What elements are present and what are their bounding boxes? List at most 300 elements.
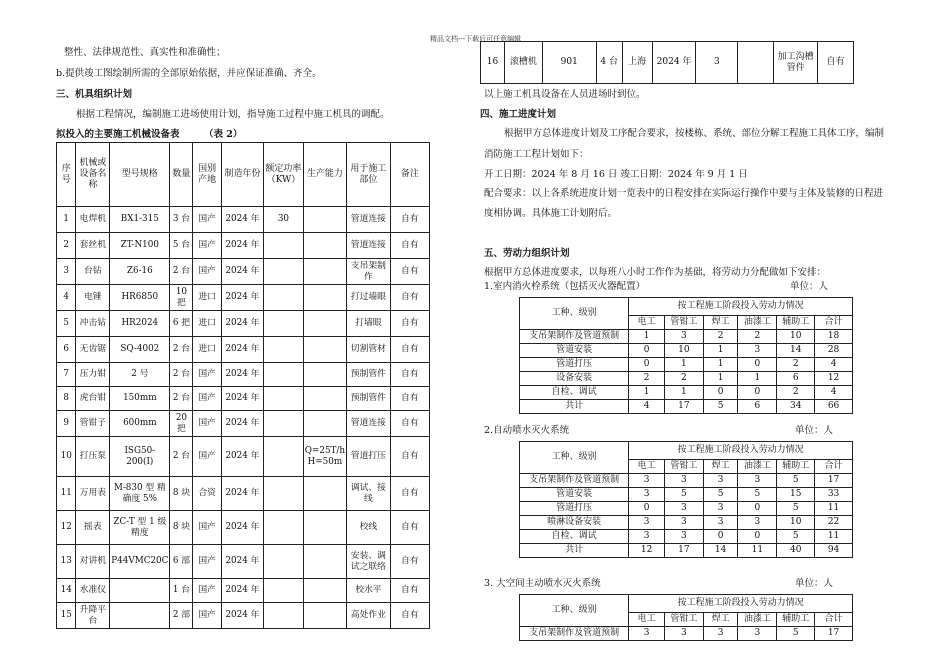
cell: 4 [57,285,76,311]
cell: 支吊架制作 [347,259,391,285]
left-line2: b.提供竣工图绘制所需的全部原始依据，并应保证准确、齐全。 [56,68,322,79]
cell [264,579,304,603]
table-row [57,207,430,233]
col-header: 制造年份 [221,143,263,207]
col-header: 额定功率（KW） [264,143,304,207]
cell: 10 把 [170,285,193,311]
trade-header: 焊工 [703,460,738,474]
cell: 3 [629,627,665,641]
cell: 管道连接 [347,411,391,437]
cell: 升降平台 [76,603,110,629]
cell: 2 部 [170,603,193,629]
cell: 上海 [622,42,652,84]
cell: 3 台 [170,207,193,233]
cell: 0 [738,502,777,516]
cell: 10 [57,437,76,477]
table-row [57,437,430,477]
table-row [520,344,853,358]
cell: 共计 [520,400,629,414]
cell: 3 [664,516,703,530]
cell: 打过墙眼 [347,285,391,311]
cell: 自有 [390,285,429,311]
cell: 打压泵 [76,437,110,477]
equipment-table-title: 拟投入的主要施工机械设备表 [56,129,180,140]
cell: 电焊机 [76,207,110,233]
cell: 自有 [390,387,429,411]
cell: 3 [703,627,738,641]
cell: 5 [57,311,76,337]
table-row [520,386,853,400]
cell: 0 [629,502,665,516]
cell [303,387,346,411]
cell: 5 [777,530,815,544]
cell: 2024 年 [221,207,263,233]
cell: 自有 [390,579,429,603]
cell: 600mm [110,411,170,437]
cell [264,363,304,387]
cell: 2 台 [170,437,193,477]
cell: 94 [815,544,853,558]
cell: 14 [777,344,815,358]
system3-title: 3. 大空间主动喷水灭火系统 [484,578,601,589]
cell: 3 [703,474,738,488]
table-row [57,579,430,603]
cell: 自有 [390,511,429,545]
cell [303,603,346,629]
cell [303,259,346,285]
cell: 国产 [193,545,221,579]
system3-unit: 单位：人 [795,578,834,589]
cell: 国产 [193,259,221,285]
trade-header: 电工 [629,316,665,330]
cell: 套丝机 [76,233,110,259]
cell: 国产 [193,387,221,411]
cell [303,511,346,545]
cell: ISG50-200(I) [110,437,170,477]
trade-header: 焊工 [703,316,738,330]
cell: ZC-T 型 1 级精度 [110,511,170,545]
cell: 18 [815,330,853,344]
table-row [57,311,430,337]
cell: 国产 [193,363,221,387]
trade-header: 油漆工 [738,316,777,330]
cell: 支吊架制作及管道预制 [520,330,629,344]
col-header: 数量 [170,143,193,207]
system2-unit: 单位：人 [795,425,834,436]
cell: 11 [815,530,853,544]
cell: 冲击钻 [76,311,110,337]
section4-paragraph1: 根据甲方总体进度计划及工序配合要求，按楼栋、系统、部位分解工程施工具体工序，编制 [504,128,885,139]
col-header: 备注 [390,143,429,207]
table-row [520,330,853,344]
cell: 33 [815,488,853,502]
cell [264,545,304,579]
section5-title: 五、劳动力组织计划 [484,248,570,259]
trade-header: 管钳工 [664,316,703,330]
table-row [520,516,853,530]
cell: 0 [629,358,665,372]
trade-header: 辅助工 [777,613,815,627]
cell: 4 [815,358,853,372]
work-type-header: 工种、级别 [520,298,629,330]
cell: 22 [815,516,853,530]
cell: 2 台 [170,387,193,411]
cell: 3 [703,516,738,530]
cell: 6 部 [170,545,193,579]
col-header: 用于施工部位 [347,143,391,207]
cell: 2024 年 [221,411,263,437]
cell [110,603,170,629]
cell: 11 [815,502,853,516]
cell: 国产 [193,207,221,233]
cell: 自有 [390,437,429,477]
cell: 自有 [818,42,854,84]
section4-title: 四、施工进度计划 [480,109,557,120]
cell: 自检、调试 [520,386,629,400]
section4-paragraph4: 度相协调。具体施工计划附后。 [484,208,618,219]
cell: 3 [738,344,777,358]
cell: 国产 [193,603,221,629]
cell: 3 [696,42,738,84]
labor-table-system2 [519,441,853,558]
cell: 10 [664,344,703,358]
cell: 自有 [390,603,429,629]
cell: 4 台 [596,42,622,84]
table-row [520,544,853,558]
after-table-note: 以上施工机具设备在人员进场时到位。 [484,89,646,100]
cell: 2024 年 [221,233,263,259]
section3-title: 三、机具组织计划 [56,89,133,100]
work-type-header: 工种、级别 [520,442,629,474]
cell: 摇表 [76,511,110,545]
cell: 2024 年 [221,545,263,579]
col-header: 生产能力 [303,143,346,207]
cell: HR6850 [110,285,170,311]
cell [303,363,346,387]
cell: 1 [703,344,738,358]
trade-header: 管钳工 [664,460,703,474]
cell: 1 [738,372,777,386]
system2-title: 2.自动喷水灭火系统 [484,425,570,436]
cell: 对讲机 [76,545,110,579]
cell: 15 [57,603,76,629]
cell: 国产 [193,411,221,437]
cell: 5 [664,488,703,502]
cell: 管道打压 [520,502,629,516]
labor-header-row [520,442,853,460]
cell: 1 [629,386,665,400]
cell: 2024 年 [221,387,263,411]
cell: 3 [738,516,777,530]
cell: 3 [738,474,777,488]
cell: 5 [777,627,815,641]
labor-table-system3 [519,594,853,641]
cell: ZT-N100 [110,233,170,259]
cell [303,579,346,603]
equipment-table-number: （表 2） [204,129,243,140]
cell: 2024 年 [221,579,263,603]
col-header: 国别产地 [193,143,221,207]
cell: 3 [629,516,665,530]
stage-group-header: 按工程施工阶段投入劳动力情况 [629,442,853,460]
labor-header-row [520,595,853,613]
cell: 2024 年 [221,477,263,511]
cell: 1 [664,386,703,400]
cell: 校线 [347,511,391,545]
cell: 支吊架制作及管道预制 [520,474,629,488]
table-row [520,488,853,502]
cell: 5 [738,488,777,502]
stage-group-header: 按工程施工阶段投入劳动力情况 [629,298,853,316]
cell: 无齿锯 [76,337,110,363]
header-note: 精品文档---下载后可任意编辑 [430,35,522,43]
labor-table-system1 [519,297,853,414]
cell: 2 台 [170,337,193,363]
cell: 2 台 [170,259,193,285]
section4-dates: 开工日期：2024 年 8 月 16 日 竣工日期：2024 年 9 月 1 日 [484,169,748,180]
cell [264,285,304,311]
table-row [520,400,853,414]
table-row [57,603,430,629]
cell [264,603,304,629]
trade-header: 电工 [629,613,665,627]
cell: 12 [815,372,853,386]
cell [303,337,346,363]
cell: 150mm [110,387,170,411]
cell: 管道安装 [520,488,629,502]
cell [264,411,304,437]
cell: 2 [629,372,665,386]
cell: 万用表 [76,477,110,511]
cell: 自检、调试 [520,530,629,544]
cell: 进口 [193,337,221,363]
cell [303,311,346,337]
table-row [57,477,430,511]
cell: 4 [815,386,853,400]
cell: SQ-4002 [110,337,170,363]
cell: 3 [664,502,703,516]
cell: 11 [738,544,777,558]
trade-header: 辅助工 [777,316,815,330]
table-row [520,474,853,488]
trade-header: 辅助工 [777,460,815,474]
cell: 管道连接 [347,207,391,233]
cell [264,511,304,545]
stage-group-header: 按工程施工阶段投入劳动力情况 [629,595,853,613]
cell: 0 [703,530,738,544]
cell: 40 [777,544,815,558]
cell: 17 [664,400,703,414]
table-row [57,337,430,363]
cell: 支吊架制作及管道预制 [520,627,629,641]
cell: M-830 型 精确度 5% [110,477,170,511]
cell: 0 [629,344,665,358]
cell: 3 [664,530,703,544]
cell: 66 [815,400,853,414]
cell: 3 [629,474,665,488]
cell: 自有 [390,207,429,233]
cell: 2 [703,330,738,344]
cell: 国产 [193,511,221,545]
cell: BX1-315 [110,207,170,233]
cell: 管道安装 [520,344,629,358]
table-row [520,372,853,386]
cell: 1 [629,330,665,344]
cell: 2 [777,386,815,400]
cell: 1 台 [170,579,193,603]
cell: 合资 [193,477,221,511]
equipment-table-continued [480,41,854,84]
cell: 0 [738,386,777,400]
cell: 6 [738,400,777,414]
cell: 2024 年 [221,437,263,477]
trade-header: 油漆工 [738,613,777,627]
cell: 5 [777,474,815,488]
cell: 5 [777,502,815,516]
table-row [520,502,853,516]
cell: 30 [264,207,304,233]
cell [264,233,304,259]
cell: 管道打压 [520,358,629,372]
cell: 预制管件 [347,387,391,411]
cell: 901 [542,42,596,84]
cell: 0 [703,386,738,400]
cell: 3 [664,330,703,344]
labor-header-row [520,298,853,316]
cell: 2024 年 [652,42,696,84]
cell: 14 [57,579,76,603]
table-row [57,259,430,285]
cell: 2 [664,372,703,386]
trade-header: 合计 [815,316,853,330]
col-header: 序号 [57,143,76,207]
cell: 自有 [390,259,429,285]
cell [738,42,774,84]
cell: HR2024 [110,311,170,337]
cell: 2 [57,233,76,259]
cell: 2024 年 [221,259,263,285]
cell: 6 [777,372,815,386]
cell: 14 [703,544,738,558]
table-row [57,545,430,579]
cell: 自有 [390,363,429,387]
cell: 2 台 [170,363,193,387]
cell: 17 [664,544,703,558]
cell: 13 [57,545,76,579]
cell: 自有 [390,411,429,437]
cell: 3 [738,627,777,641]
section4-paragraph3: 配合要求：以上各系统进度计划一览表中的日程安排在实际运行操作中要与主体及装修的日程进 [484,188,884,199]
cell: 5 台 [170,233,193,259]
cell: 滚槽机 [504,42,542,84]
cell: 2 [738,330,777,344]
cell: 6 把 [170,311,193,337]
cell: 加工沟槽管件 [774,42,818,84]
cell [303,411,346,437]
trade-header: 油漆工 [738,460,777,474]
cell: 0 [738,530,777,544]
cell [264,387,304,411]
cell [264,437,304,477]
table-row [57,387,430,411]
system1-title: 1.室内消火栓系统（包括灭火器配置） [484,281,646,292]
cell: 3 [703,502,738,516]
cell: 1 [664,358,703,372]
table-row [520,358,853,372]
cell: 2024 年 [221,603,263,629]
cell [264,477,304,511]
cell: 管钳子 [76,411,110,437]
trade-header: 管钳工 [664,613,703,627]
cell: 28 [815,344,853,358]
cell [303,545,346,579]
cell: 共计 [520,544,629,558]
cell: 3 [664,474,703,488]
table-row [481,42,854,84]
cell: 2024 年 [221,285,263,311]
cell [264,259,304,285]
table-row [57,511,430,545]
cell: 压力钳 [76,363,110,387]
cell: 8 块 [170,511,193,545]
cell: 7 [57,363,76,387]
cell: 5 [703,488,738,502]
cell: 8 [57,387,76,411]
cell: 切割管材 [347,337,391,363]
cell [303,207,346,233]
cell: 4 [629,400,665,414]
left-line1: 整性、法律规范性、真实性和准确性； [64,47,226,58]
cell: 3 [57,259,76,285]
table-row [57,285,430,311]
cell: 进口 [193,285,221,311]
cell [110,579,170,603]
cell: 打墙眼 [347,311,391,337]
section5-paragraph: 根据甲方总体进度要求，以每班八小时工作作为基础，将劳动力分配做如下安排： [484,267,827,278]
cell: 国产 [193,233,221,259]
cell: 3 [664,627,703,641]
equipment-table [56,142,430,629]
cell: P44VMC20C [110,545,170,579]
cell: 15 [777,488,815,502]
table-row [520,530,853,544]
cell: 设备安装 [520,372,629,386]
cell: 5 [703,400,738,414]
cell: 自有 [390,233,429,259]
cell: 管道打压 [347,437,391,477]
cell: 自有 [390,545,429,579]
cell: 喷淋设备安装 [520,516,629,530]
cell: Q=25T/h H=50m [303,437,346,477]
cell: Z6-16 [110,259,170,285]
cell: 11 [57,477,76,511]
cell: 2 号 [110,363,170,387]
cell: 0 [738,358,777,372]
trade-header: 焊工 [703,613,738,627]
cell: 6 [57,337,76,363]
table-row [57,363,430,387]
cell: 8 块 [170,477,193,511]
cell: 校水平 [347,579,391,603]
cell: 自有 [390,337,429,363]
cell: 17 [815,627,853,641]
cell: 进口 [193,311,221,337]
cell: 20 把 [170,411,193,437]
cell: 34 [777,400,815,414]
cell: 台钻 [76,259,110,285]
cell: 自有 [390,477,429,511]
table-row [520,627,853,641]
